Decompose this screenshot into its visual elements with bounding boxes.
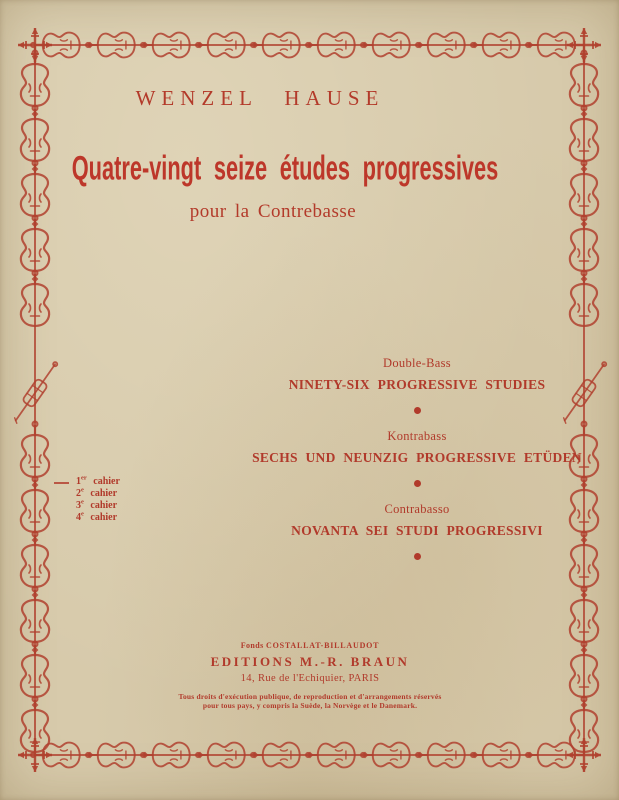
rights-line-1: Tous droits d'exécution publique, de reproduction et d'arrangements réservés xyxy=(178,692,442,701)
volume-label: cahier xyxy=(90,512,118,523)
corner-cross-icon xyxy=(567,28,601,62)
separator-dot-icon xyxy=(414,480,421,487)
separator-dot-icon xyxy=(414,553,421,560)
subtitle: pour la Contrebasse xyxy=(189,201,357,222)
corner-cross-icon xyxy=(18,738,52,772)
composer-name: WENZEL HAUSE xyxy=(135,86,385,110)
fonds-name: COSTALLAT-BILLAUDOT xyxy=(266,641,380,650)
rights-line-2: pour tous pays, y compris la Suède, la Norvège et le Danemark. xyxy=(202,701,418,710)
translation-group xyxy=(217,429,617,487)
separator-dot-icon xyxy=(414,407,421,414)
language-label: Kontrabass xyxy=(387,429,447,443)
volume-ordinal: e xyxy=(81,498,84,506)
corner-cross-icon xyxy=(567,738,601,772)
translated-title: SECHS UND NEUNZIG PROGRESSIVE ETÜDEN xyxy=(252,450,582,465)
rights-notice xyxy=(110,692,510,710)
volume-number: 1 xyxy=(76,476,81,487)
main-title: Quatre-vingt seize études progressives xyxy=(71,148,499,187)
volume-label: cahier xyxy=(93,476,120,487)
fonds-prefix: Fonds xyxy=(240,641,264,650)
corner-cross-icon xyxy=(18,28,52,62)
translation-group xyxy=(217,502,617,560)
selected-volume-dash xyxy=(54,482,69,484)
translated-title: NINETY-SIX PROGRESSIVE STUDIES xyxy=(288,377,546,392)
translations-block xyxy=(217,356,617,575)
volume-number: 4 xyxy=(76,512,81,523)
translated-title: NOVANTA SEI STUDI PROGRESSIVI xyxy=(291,523,543,538)
fonds-line xyxy=(110,641,510,650)
volume-label: cahier xyxy=(90,488,118,499)
publisher-block xyxy=(110,641,510,710)
publisher-address: 14, Rue de l'Echiquier, PARIS xyxy=(240,673,380,684)
publisher-name: EDITIONS M.-R. BRAUN xyxy=(210,654,410,669)
translation-group xyxy=(217,356,617,414)
language-label: Contrabasso xyxy=(384,502,450,516)
volume-number: 3 xyxy=(76,500,81,511)
volume-list xyxy=(76,476,120,524)
volume-item-4 xyxy=(76,512,120,524)
volume-ordinal: e xyxy=(81,486,84,494)
language-label: Double-Bass xyxy=(383,356,451,370)
volume-label: cahier xyxy=(90,500,118,511)
volume-ordinal: er xyxy=(81,474,87,482)
volume-number: 2 xyxy=(76,488,81,499)
volume-ordinal: e xyxy=(81,510,84,518)
